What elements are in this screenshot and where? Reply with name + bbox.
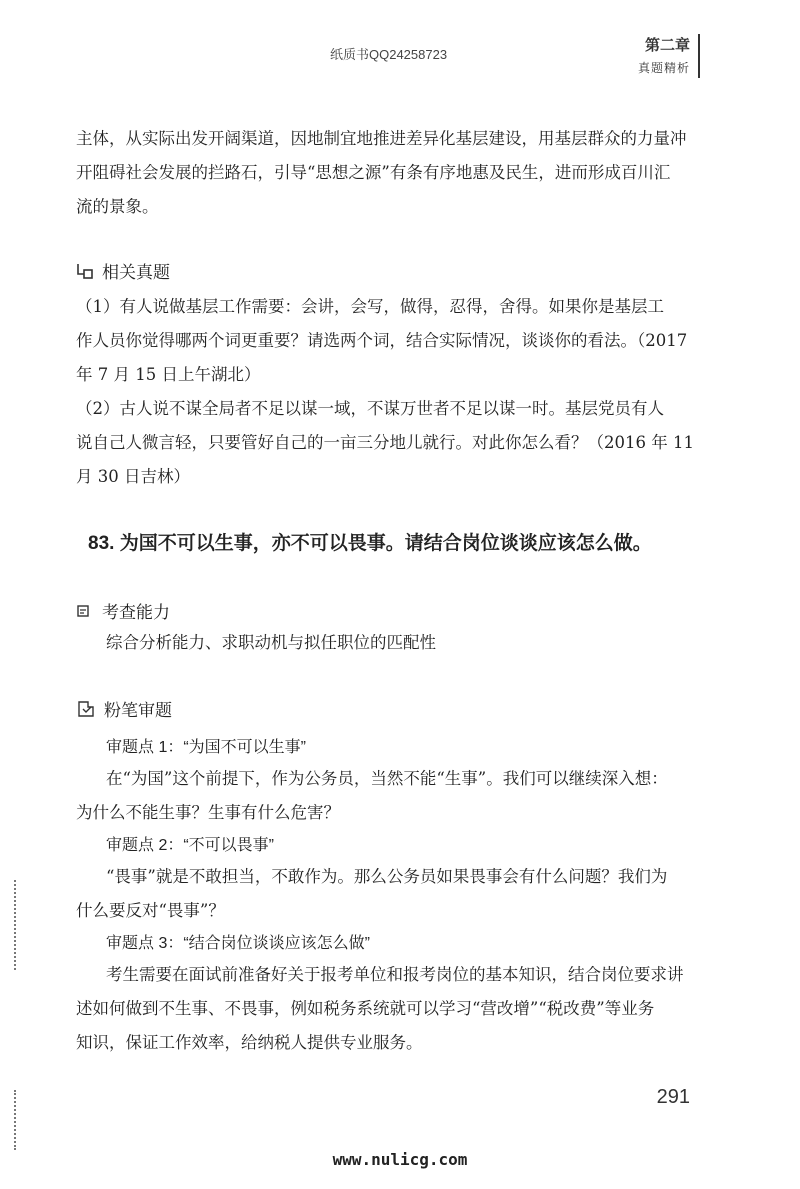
chapter-subtitle: 真题精析 <box>637 61 690 75</box>
related-heading: 相关真题 <box>102 263 170 282</box>
intro-line-1: 主体，从实际出发开阔渠道，因地制宜地推进差异化基层建设，用基层群众的力量冲 <box>76 129 687 148</box>
scan-margin-artifact-lower <box>14 1090 18 1150</box>
p1-line-1: 在“为国”这个前提下，作为公务员，当然不能“生事”。我们可以继续深入想： <box>106 769 668 788</box>
related-question-1 <box>76 290 716 392</box>
analysis-point-3-title: 审题点 3：“结合岗位谈谈应该怎么做” <box>106 935 371 952</box>
related-q1-line-2: 作人员你觉得哪两个词更重要？请选两个词，结合实际情况，谈谈你的看法。（2017 <box>76 331 688 350</box>
header-divider <box>698 34 700 78</box>
analysis-heading: 粉笔审题 <box>104 701 172 720</box>
p1-line-2: 为什么不能生事？生事有什么危害？ <box>76 803 340 822</box>
analysis-icon <box>76 699 96 719</box>
analysis-point-2-title: 审题点 2：“不可以畏事” <box>106 837 275 854</box>
header-watermark-text: 纸质书QQ24258723 <box>330 47 448 62</box>
p3-line-3: 知识，保证工作效率，给纳税人提供专业服务。 <box>76 1033 423 1052</box>
ability-line: 综合分析能力、求职动机与拟任职位的匹配性 <box>106 633 436 652</box>
ability-text <box>106 626 706 660</box>
footer-website: www.nulicg.com <box>332 1150 468 1169</box>
scan-margin-artifact <box>14 880 18 970</box>
related-question-2 <box>76 392 716 494</box>
p3-line-2: 述如何做到不生事、不畏事，例如税务系统就可以学习“营改增”“税改费”等业务 <box>76 999 655 1018</box>
related-q1-line-1: （1）有人说做基层工作需要：会讲，会写，做得，忍得，舍得。如果你是基层工 <box>76 297 664 316</box>
question-83-title: 83. 为国不可以生事，亦不可以畏事。请结合岗位谈谈应该怎么做。 <box>88 533 652 554</box>
related-q2-line-3: 月 30 日吉林） <box>76 467 190 486</box>
intro-paragraph <box>76 122 716 224</box>
related-q2-line-1: （2）古人说不谋全局者不足以谋一域，不谋万世者不足以谋一时。基层党员有人 <box>76 399 664 418</box>
ability-heading: 考查能力 <box>102 603 170 622</box>
chapter-header <box>638 34 690 76</box>
related-section-heading <box>76 258 170 283</box>
related-q1-line-3: 年 7 月 15 日上午湖北） <box>76 365 261 384</box>
analysis-point-1-title: 审题点 1：“为国不可以生事” <box>106 739 307 756</box>
p2-line-1: “畏事”就是不敢担当，不敢作为。那么公务员如果畏事会有什么问题？我们为 <box>106 867 668 886</box>
ability-section-heading <box>76 598 170 623</box>
p2-line-2: 什么要反对“畏事”？ <box>76 901 225 920</box>
analysis-point-2-body <box>76 860 716 928</box>
analysis-section-heading <box>76 696 172 721</box>
analysis-point-3-body <box>76 958 716 1060</box>
p3-line-1: 考生需要在面试前准备好关于报考单位和报考岗位的基本知识，结合岗位要求讲 <box>106 965 684 984</box>
intro-line-3: 流的景象。 <box>76 197 159 216</box>
related-icon <box>76 262 94 280</box>
intro-line-2: 开阻碍社会发展的拦路石，引导“思想之源”有条有序地惠及民生，进而形成百川汇 <box>76 163 671 182</box>
related-q2-line-2: 说自己人微言轻，只要管好自己的一亩三分地儿就行。对此你怎么看？（2016 年 11 <box>76 433 694 452</box>
chapter-title: 第二章 <box>644 37 690 54</box>
ability-icon <box>76 603 94 619</box>
analysis-point-1-body <box>76 762 716 830</box>
page-number: 291 <box>656 1086 690 1108</box>
